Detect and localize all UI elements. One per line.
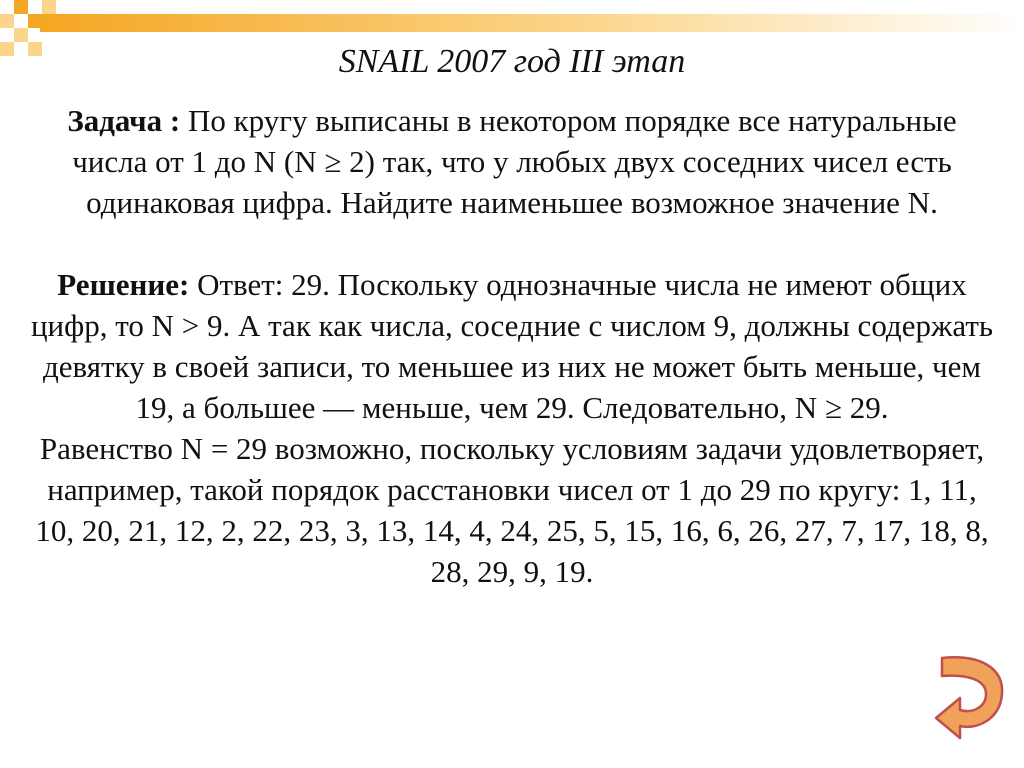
task-text: По кругу выписаны в некотором порядке все натуральные числа от 1 до N (N ≥ 2) так, что у любых двух соседних чисел есть одинаковая цифра. Найдите наименьшее возможное значение N. <box>72 103 957 220</box>
solution-label: Решение: <box>57 267 190 302</box>
solution-paragraph <box>30 264 994 428</box>
task-paragraph <box>30 100 994 223</box>
slide-body <box>30 100 994 592</box>
return-arrow-icon[interactable] <box>930 650 1010 750</box>
equality-paragraph: Равенство N = 29 возможно, поскольку условиям задачи удовлетворяет, например, такой порядок расстановки чисел от 1 до 29 по кругу: 1, 11, 10, 20, 21, 12, 2, 22, 23, 3, 13, 14, 4, 24, 25, 5, 15, 16, 6, 26, 27, 7, 17, 18, 8, 28, 29, 9, 19. <box>35 431 989 589</box>
solution-text: Ответ: 29. Поскольку однозначные числа не имеют общих цифр, то N > 9. А так как числа, соседние с числом 9, должны содержать девятку в своей записи, то меньшее из них не может быть меньше, чем 19, а большее — меньше, чем 29. Следовательно, N ≥ 29. <box>30 267 994 425</box>
task-label: Задача : <box>67 103 181 138</box>
slide-title: SNAIL 2007 год III этап <box>338 43 686 80</box>
